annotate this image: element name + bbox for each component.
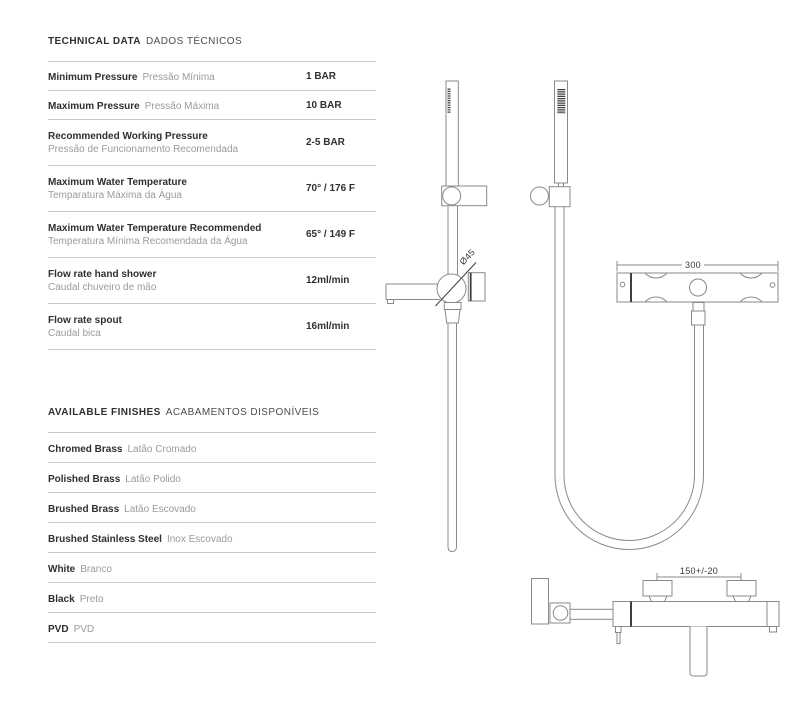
label-pt: Latão Cromado (127, 443, 197, 455)
outlet-connector (690, 279, 707, 296)
label-pt: Caudal bica (48, 327, 101, 339)
label-en: PVD (48, 623, 69, 635)
bar-width-dimension: 300 (685, 260, 701, 270)
label-pt: Preto (79, 593, 104, 605)
wall-plate (532, 579, 549, 625)
label-en: Maximum Pressure (48, 101, 140, 112)
heading-pt: ACABAMENTOS DISPONÍVEIS (165, 407, 320, 418)
spout-aerator (388, 300, 394, 304)
drawing-bar-valve-front-view (532, 566, 780, 676)
label-pt: PVD (73, 623, 95, 635)
drawing-shower-set-front-view (531, 81, 704, 550)
end-nub (770, 627, 777, 633)
label-pt: Pressão Máxima (144, 101, 220, 112)
inlet-handle-right (727, 581, 756, 597)
drawing-bar-valve-top-view (617, 260, 778, 325)
label-en: Recommended Working Pressure (48, 130, 208, 142)
inlet-spacing-dimension: 150+/-20 (679, 566, 719, 576)
inlet-handle-left (643, 581, 672, 597)
row-value: 10 BAR (306, 99, 342, 111)
hose-loop-outer (555, 207, 704, 550)
label-pt: Latão Polido (125, 473, 181, 485)
wall-holder (549, 187, 570, 207)
diameter-label: Ø45 (457, 246, 478, 267)
row-value: 12ml/min (306, 275, 350, 286)
label-en: Flow rate hand shower (48, 268, 157, 280)
label-pt: Latão Escovado (124, 503, 196, 515)
swivel-joint (553, 606, 568, 621)
row-value: 70° / 176 F (306, 183, 356, 194)
diverter-pull (616, 627, 622, 633)
support-arm (570, 609, 613, 619)
label-en: Minimum Pressure (48, 72, 138, 83)
row-value: 1 BAR (306, 70, 337, 82)
hand-shower-hose (448, 323, 457, 552)
label-en: White (48, 563, 76, 575)
label-en: Black (48, 593, 75, 605)
label-pt: Inox Escovado (166, 533, 233, 545)
label-pt: Branco (80, 563, 112, 575)
label-pt: Temparatura Máxima da Água (48, 189, 182, 201)
label-en: Maximum Water Temperature Recommended (48, 222, 262, 234)
label-en: Brushed Brass (48, 503, 120, 515)
label-en: Chromed Brass (48, 443, 123, 455)
row-value: 65° / 149 F (306, 229, 356, 240)
drawing-shower-set-side-view (386, 81, 487, 552)
label-pt: Caudal chuveiro de mão (48, 281, 157, 293)
heading-pt: DADOS TÉCNICOS (145, 36, 243, 47)
hand-shower-handle (446, 81, 458, 187)
label-en: Brushed Stainless Steel (48, 533, 162, 545)
hose-loop-inner (564, 207, 695, 541)
holder-knob (531, 187, 549, 205)
bracket-knob (443, 187, 461, 205)
label-en: Maximum Water Temperature (48, 176, 187, 188)
label-pt: Pressão de Funcionamento Recomendada (48, 143, 239, 155)
bar-body (613, 602, 779, 627)
label-pt: Temperatura Mínima Recomendada da Água (48, 235, 248, 247)
row-value: 2-5 BAR (306, 137, 345, 148)
bath-spout (690, 627, 707, 677)
label-en: Polished Brass (48, 473, 121, 485)
label-pt: Pressão Mínima (142, 72, 215, 83)
row-value: 16ml/min (306, 321, 350, 332)
heading-en: TECHNICAL DATA (48, 36, 141, 47)
label-en: Flow rate spout (48, 314, 122, 326)
heading-en: AVAILABLE FINISHES (48, 407, 161, 418)
